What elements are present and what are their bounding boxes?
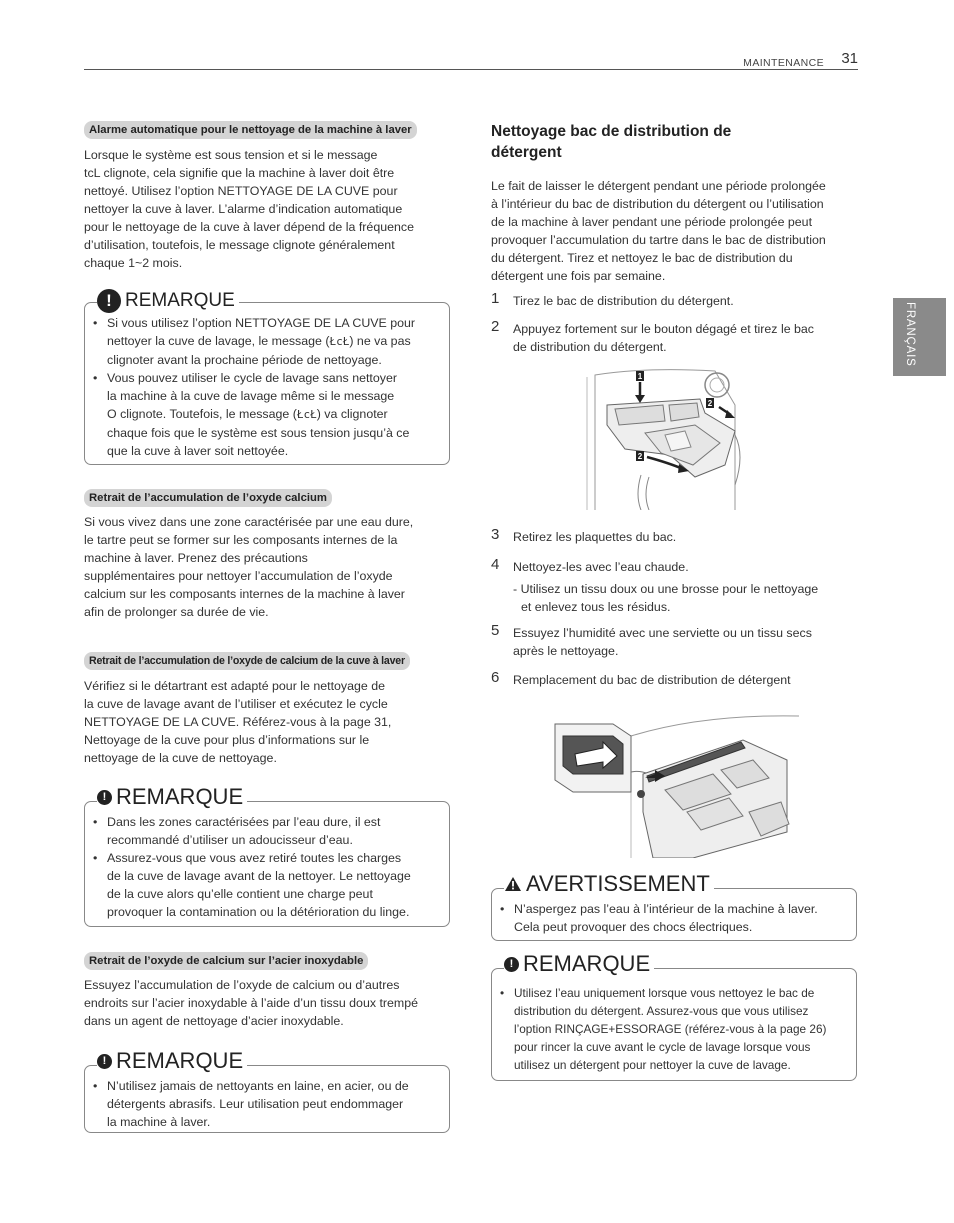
note-item <box>93 369 439 460</box>
step-number: 6 <box>491 669 500 686</box>
text-line: • N’utilisez jamais de nettoyants en laine, en acier, ou de <box>107 1079 409 1093</box>
paragraph-auto-alarm <box>84 146 454 272</box>
text-line: la machine à la cuve de lavage même si le message <box>107 389 395 403</box>
step-text <box>513 528 857 546</box>
text-line: pour rincer la cuve avant le cycle de lavage lorsque vous <box>514 1040 811 1054</box>
text-line: Vérifiez si le détartrant est adapté pour le nettoyage de <box>84 679 386 693</box>
note-box-3 <box>84 1048 450 1133</box>
step-number: 1 <box>491 290 500 307</box>
text-line: utilisez un détergent pour nettoyer la cuve de lavage. <box>514 1058 791 1072</box>
warning-triangle-icon <box>504 876 522 892</box>
text-line: pour le nettoyage de la cuve à laver dépend de la fréquence <box>84 220 414 234</box>
note-title-2 <box>97 784 247 809</box>
warning-title <box>504 871 714 896</box>
text-line: Cela peut provoquer des chocs électriques. <box>514 920 753 934</box>
note-title-text: REMARQUE <box>125 290 235 311</box>
note-item <box>500 984 846 1074</box>
paragraph-calcium-tub <box>84 677 454 767</box>
section-heading-calcium: Retrait de l’accumulation de l’oxyde calcium <box>84 489 332 507</box>
step-text <box>513 320 857 356</box>
dispenser-removal-illustration <box>585 365 755 510</box>
note-list <box>93 314 439 460</box>
text-line: nettoyer la cuve à laver. L’alarme d’indication automatique <box>84 202 403 216</box>
step-text <box>513 292 857 310</box>
step-text <box>513 624 857 660</box>
text-line: Essuyez l’humidité avec une serviette ou un tissu secs <box>513 626 812 640</box>
step-number: 5 <box>491 622 500 639</box>
note-list <box>500 984 846 1074</box>
text-line: nettoyer la cuve de lavage, le message (ŁcŁ) ne va pas <box>107 334 411 348</box>
note-box-4 <box>491 951 857 1081</box>
text-line: tcL clignote, cela signifie que la machine à laver doit être <box>84 166 395 180</box>
paragraph-stainless <box>84 976 454 1030</box>
text-line: du détergent. Tirez et nettoyez le bac de distribution du <box>491 251 793 265</box>
text-line: Appuyez fortement sur le bouton dégagé et tirez le bac <box>513 322 815 336</box>
text-line: détergents abrasifs. Leur utilisation peut endommager <box>107 1097 404 1111</box>
text-line: Nettoyez-les avec l’eau chaude. <box>513 560 689 574</box>
text-line: nettoyé. Utilisez l’option NETTOYAGE DE LA CUVE pour <box>84 184 398 198</box>
text-line: la cuve de lavage avant de l’utiliser et exécutez le cycle <box>84 697 388 711</box>
text-line: de distribution du détergent. <box>513 340 667 354</box>
text-line: • Utilisez l’eau uniquement lorsque vous nettoyez le bac de <box>514 986 815 1000</box>
paragraph-calcium <box>84 513 454 621</box>
warning-title-text: AVERTISSEMENT <box>526 871 710 896</box>
svg-text:2: 2 <box>707 399 713 408</box>
text-line: de la cuve alors qu’elle contient une charge peut <box>107 887 373 901</box>
page-number: 31 <box>841 50 858 67</box>
exclamation-icon: ! <box>97 289 121 313</box>
text-line: clignoter avant la prochaine période de nettoyage. <box>107 353 382 367</box>
note-item <box>93 1077 439 1131</box>
warning-item <box>500 900 846 936</box>
text-line: provoquer l’accumulation du tartre dans le bac de distribution <box>491 233 826 247</box>
dispenser-replacement-illustration <box>553 712 799 858</box>
note-box-2 <box>84 784 450 927</box>
text-line: NETTOYAGE DE LA CUVE. Référez-vous à la page 31, <box>84 715 392 729</box>
note-title-4 <box>504 951 654 976</box>
svg-text:1: 1 <box>637 372 643 381</box>
svg-text:2: 2 <box>637 452 643 461</box>
language-tab-label: FRANÇAIS <box>904 302 916 367</box>
step-text <box>513 671 857 689</box>
text-line: détergent une fois par semaine. <box>491 269 666 283</box>
paragraph-dispenser-intro <box>491 177 861 285</box>
note-title-text: REMARQUE <box>116 1048 244 1073</box>
tcl-display-glyph: ŁcŁ <box>329 335 350 348</box>
text-line: le tartre peut se former sur les composants internes de la <box>84 533 398 547</box>
step-number: 3 <box>491 526 500 543</box>
step-number: 4 <box>491 556 500 573</box>
text-line: chaque fois que le système est sous tension jusqu’à ce <box>107 426 410 440</box>
text-line: machine à laver. Prenez des précautions <box>84 551 308 565</box>
text-line: de la machine à laver pendant une période prolongée peut <box>491 215 813 229</box>
text-line: nettoyage de la cuve de nettoyage. <box>84 751 277 765</box>
section-title: MAINTENANCE <box>743 57 824 69</box>
text-line: chaque 1~2 mois. <box>84 256 183 270</box>
text-line: Nettoyage de la cuve pour plus d’informations sur le <box>84 733 370 747</box>
text-line: • Dans les zones caractérisées par l’eau dure, il est <box>107 815 381 829</box>
section-heading-dispenser <box>491 121 731 163</box>
section-heading-stainless: Retrait de l’oxyde de calcium sur l’acier inoxydable <box>84 952 368 970</box>
text-line: Retirez les plaquettes du bac. <box>513 530 677 544</box>
step-text <box>513 558 857 616</box>
text-line: à l’intérieur du bac de distribution du détergent ou l’utilisation <box>491 197 824 211</box>
text-line: Le fait de laisser le détergent pendant une période prolongée <box>491 179 826 193</box>
text-line: après le nettoyage. <box>513 644 619 658</box>
note-item <box>93 314 439 369</box>
step-number: 2 <box>491 318 500 335</box>
text-line: distribution du détergent. Assurez-vous que vous utilisez <box>514 1004 809 1018</box>
exclamation-icon: ! <box>97 1054 112 1069</box>
text-line: la machine à laver. <box>107 1115 211 1129</box>
note-title-text: REMARQUE <box>116 784 244 809</box>
page-header <box>84 50 858 70</box>
heading-line: détergent <box>491 144 562 161</box>
text-line: de la cuve de lavage avant de la nettoyer. Le nettoyage <box>107 869 411 883</box>
section-heading-calcium-tub: Retrait de l’accumulation de l’oxyde de calcium de la cuve à laver <box>84 652 410 670</box>
note-title-3 <box>97 1048 247 1073</box>
text-line: l’option RINÇAGE+ESSORAGE (référez-vous à la page 26) <box>514 1022 827 1036</box>
exclamation-icon: ! <box>97 790 112 805</box>
text-line: Remplacement du bac de distribution de détergent <box>513 673 791 687</box>
text-line: Lorsque le système est sous tension et si le message <box>84 148 378 162</box>
text-line: dans un agent de nettoyage d’acier inoxydable. <box>84 1014 344 1028</box>
warning-list <box>500 900 846 936</box>
text-line: • Vous pouvez utiliser le cycle de lavage sans nettoyer <box>107 371 397 385</box>
section-heading-auto-alarm: Alarme automatique pour le nettoyage de la machine à laver <box>84 121 417 139</box>
sub-step-line: et enlevez tous les résidus. <box>521 600 671 614</box>
note-list <box>93 813 439 921</box>
text-line: Essuyez l’accumulation de l’oxyde de calcium ou d’autres <box>84 978 400 992</box>
text-line: • Assurez-vous que vous avez retiré toutes les charges <box>107 851 402 865</box>
note-item <box>93 813 439 849</box>
note-item <box>93 849 439 921</box>
text-line: O clignote. Toutefois, le message (ŁcŁ) va clignoter <box>107 407 388 421</box>
text-line: • N’aspergez pas l’eau à l’intérieur de la machine à laver. <box>514 902 818 916</box>
text-line: afin de prolonger sa durée de vie. <box>84 605 269 619</box>
tcl-display-glyph: ŁcŁ <box>296 408 317 421</box>
note-title-1 <box>97 289 239 313</box>
text-line: provoquer la contamination ou la détérioration du linge. <box>107 905 410 919</box>
text-line: supplémentaires pour nettoyer l’accumulation de l’oxyde <box>84 569 393 583</box>
text-line: que la cuve à laver soit nettoyée. <box>107 444 289 458</box>
text-line: Si vous vivez dans une zone caractérisée par une eau dure, <box>84 515 414 529</box>
text-line: endroits sur l’acier inoxydable à l’aide d’un tissu doux trempé <box>84 996 419 1010</box>
exclamation-icon: ! <box>504 957 519 972</box>
text-line: Tirez le bac de distribution du détergent. <box>513 294 734 308</box>
note-list <box>93 1077 439 1131</box>
heading-line: Nettoyage bac de distribution de <box>491 123 732 140</box>
text-line: calcium sur les composants internes de la machine à laver <box>84 587 405 601</box>
language-tab <box>893 298 946 376</box>
text-line: recommandé d’utiliser un adoucisseur d’eau. <box>107 833 353 847</box>
text-line: d’utilisation, toutefois, le message clignote généralement <box>84 238 395 252</box>
note-box-1 <box>84 290 450 465</box>
sub-step-line: - Utilisez un tissu doux ou une brosse pour le nettoyage <box>513 582 819 596</box>
warning-box <box>491 871 857 941</box>
text-line: • Si vous utilisez l’option NETTOYAGE DE LA CUVE pour <box>107 316 416 330</box>
note-title-text: REMARQUE <box>523 951 651 976</box>
